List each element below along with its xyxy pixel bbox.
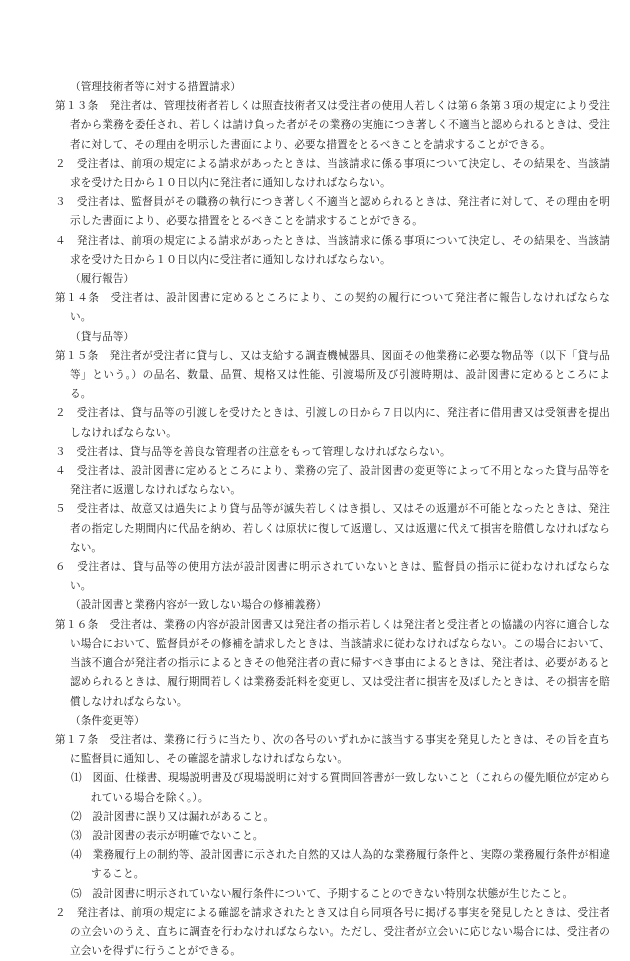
paragraph-number: 第１３条 <box>55 100 99 113</box>
paragraph-text: 受注者は、故意又は過失により貸与品等が滅失若しくはき損し、又はその返還が不可能となったときは、発注者の指定した期間内に代品を納め、若しくは原状に復して返還し、又は返還に代えて損害を賠償しなければならない。 <box>70 503 610 554</box>
paragraph-text: 受注者は、前項の規定による請求があったときは、当該請求に係る事項について決定し、その結果を、当該請求を受けた日から１０日以内に発注者に通知しなければならない。 <box>70 157 611 190</box>
paragraph-text: 発注者は、管理技術者若しくは照査技術者又は受注者の使用人若しくは第６条第３項の規定により受注者から業務を委任され、若しくは請け負った者がその業務の実施につき著しく不適当と認められるときは、受注者に対して、その理由を明示した書面により、必要な措置をとるべきことを請求することができる。 <box>70 100 610 151</box>
article-15-paragraph-2 <box>55 404 610 442</box>
article-14-paragraph-1 <box>55 289 610 327</box>
item-number: ⑴ <box>71 772 82 785</box>
paragraph-number: 第１５条 <box>55 349 99 362</box>
article-17-item-3 <box>55 827 610 846</box>
paragraph-number: ４ <box>55 465 66 478</box>
paragraph-number: ４ <box>55 234 66 247</box>
item-text: 図面、仕様書、現場説明書及び現場説明に対する質問回答書が一致しないこと（これらの優先順位が定められている場合を除く。）。 <box>91 772 611 804</box>
article-15-paragraph-3 <box>55 443 610 462</box>
paragraph-text: 受注者は、監督員がその職務の執行につき著しく不適当と認められるときは、発注者に対して、その理由を明示した書面により、必要な措置をとるべきことを請求することができる。 <box>70 196 610 228</box>
paragraph-text: 受注者は、業務に行うに当たり、次の各号のいずれかに該当する事実を発見したときは、その旨を直ちに監督員に通知し、その確認を請求しなければならない。 <box>70 733 610 766</box>
section-heading: （設計図書と業務内容が一致しない場合の修補義務） <box>70 599 327 612</box>
article-17-item-2 <box>55 808 610 827</box>
paragraph-number: ２ <box>55 157 66 170</box>
article-13-paragraph-4 <box>55 232 610 270</box>
paragraph-number: ５ <box>55 503 66 516</box>
article-17-item-1 <box>55 769 610 807</box>
item-number: ⑷ <box>71 849 82 862</box>
item-text: 業務履行上の制約等、設計図書に示された自然的又は人為的な業務履行条件と、実際の業務履行条件が相違すること。 <box>91 849 611 881</box>
paragraph-number: 第１４条 <box>55 292 100 305</box>
paragraph-text: 発注者が受注者に貸与し、又は支給する調査機械器具、図面その他業務に必要な物品等（以下「貸与品等」という。）の品名、数量、品質、規格又は性能、引渡場所及び引渡時期は、設計図書に定めるところによる。 <box>70 349 610 401</box>
section-heading: （履行報告） <box>70 273 135 286</box>
item-text: 設計図書に明示されていない履行条件について、予期することのできない特別な状態が生じたこと。 <box>92 887 574 900</box>
item-number: ⑸ <box>71 887 82 900</box>
item-number: ⑶ <box>71 829 82 842</box>
paragraph-text: 受注者は、貸与品等を善良な管理者の注意をもって管理しなければならない。 <box>76 445 451 458</box>
paragraph-text: 発注者は、前項の規定による確認を請求されたとき又は自ら同項各号に掲げる事実を発見したときは、受注者の立会いのうえ、直ちに調査を行わなければならない。ただし、受注者が立会いに応じない場合には、受注者の立会いを得ずに行うことができる。 <box>70 906 610 958</box>
article-17-item-5 <box>55 885 610 904</box>
paragraph-number: 第１７条 <box>55 733 99 746</box>
article-17-paragraph-2 <box>55 904 610 961</box>
article-15-paragraph-6 <box>55 558 610 596</box>
article-15-paragraph-5 <box>55 500 610 558</box>
paragraph-text: 受注者は、設計図書に定めるところにより、この契約の履行について発注者に報告しなければならない。 <box>70 292 610 324</box>
paragraph-number: ２ <box>55 407 66 420</box>
paragraph-number: 第１６条 <box>55 618 99 631</box>
article-13-paragraph-3 <box>55 193 610 231</box>
paragraph-number: ６ <box>55 561 67 574</box>
article-15-paragraph-1 <box>55 347 610 405</box>
paragraph-text: 受注者は、貸与品等の引渡しを受けたときは、引渡しの日から７日以内に、発注者に借用書又は受領書を提出しなければならない。 <box>70 407 610 439</box>
section-heading: （管理技術者等に対する措置請求） <box>70 81 242 93</box>
article-17-paragraph-1 <box>55 731 610 769</box>
paragraph-text: 受注者は、貸与品等の使用方法が設計図書に明示されていないときは、監督員の指示に従わなければならない。 <box>70 561 610 593</box>
article-13-paragraph-2 <box>55 155 610 193</box>
section-heading: （貸与品等） <box>70 330 135 343</box>
article-17-item-4 <box>55 846 610 884</box>
article-16-paragraph-1 <box>55 616 610 712</box>
paragraph-number: ３ <box>55 445 66 458</box>
paragraph-text: 受注者は、設計図書に定めるところにより、業務の完了、設計図書の変更等によって不用となった貸与品等を発注者に返還しなければならない。 <box>70 465 610 497</box>
paragraph-text: 受注者は、業務の内容が設計図書又は発注者の指示若しくは発注者と受注者との協議の内容に適合しない場合において、監督員がその修補を請求したときは、当該請求に従わなければならない。この場合において、当該不適合が発注者の指示によるときその他発注者の責に帰すべき事由によるときは、発注者は、必要があると認められるときは、履行期間若しくは業務委託料を変更し、又は受注者に損害を及ぼしたときは、その損害を賠償しなければならない。 <box>70 618 610 708</box>
item-text: 設計図書に誤り又は漏れがあること。 <box>92 810 275 823</box>
item-number: ⑵ <box>71 810 82 823</box>
paragraph-text: 発注者は、前項の規定による請求があったときは、当該請求に係る事項について決定し、その結果を、当該請求を受けた日から１０日以内に受注者に通知しなければならない。 <box>70 234 611 266</box>
paragraph-number: ３ <box>55 196 66 209</box>
section-heading: （条件変更等） <box>70 714 145 727</box>
article-15-paragraph-4 <box>55 462 610 500</box>
article-13-paragraph-1 <box>55 97 610 155</box>
item-text: 設計図書の表示が明確でないこと。 <box>92 829 264 842</box>
paragraph-number: ２ <box>55 906 66 919</box>
